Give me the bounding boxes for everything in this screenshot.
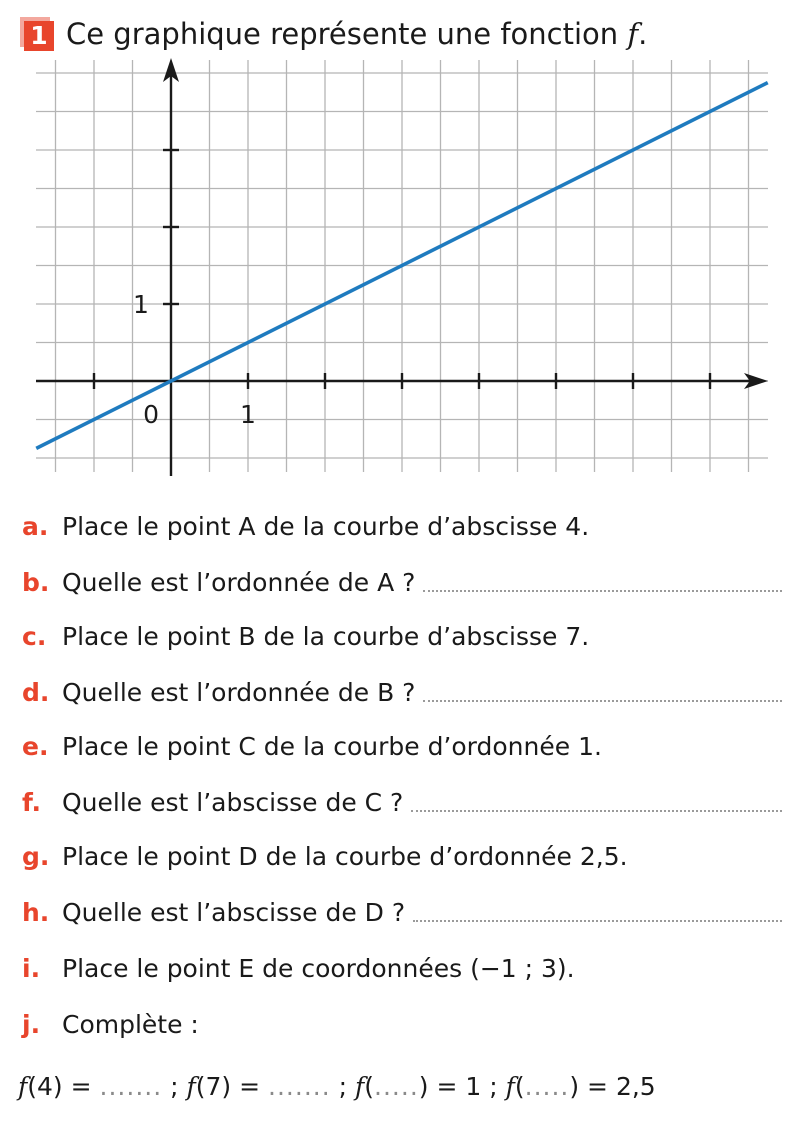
x-tick-label-1: 1 [240, 400, 256, 429]
blank-f4[interactable]: ....... [99, 1072, 163, 1101]
question-letter: e. [22, 732, 49, 761]
question-letter: f. [22, 788, 42, 817]
completion-text: ( [514, 1072, 525, 1101]
completion-line [18, 1070, 656, 1104]
statement-suffix: . [638, 17, 648, 51]
question-text: Place le point C de la courbe d’ordonnée 1. [62, 732, 602, 761]
function-symbol: f [505, 1072, 515, 1101]
question-letter: j. [22, 1010, 41, 1039]
completion-text: ; [162, 1072, 187, 1101]
question-text: Place le point A de la courbe d’abscisse 4. [62, 512, 590, 541]
question-text: Complète : [62, 1010, 199, 1039]
question-text: Quelle est l’abscisse de D ? [62, 898, 406, 927]
question-text: Quelle est l’ordonnée de B ? [62, 678, 416, 707]
question-5 [22, 730, 782, 764]
function-name: f [627, 17, 639, 51]
question-9 [22, 952, 782, 986]
function-symbol: f [18, 1072, 28, 1101]
question-text: Place le point D de la courbe d’ordonnée 2,5. [62, 842, 628, 871]
exercise-number: 1 [24, 21, 54, 51]
blank-f7[interactable]: ....... [268, 1072, 331, 1101]
function-graph [0, 0, 803, 490]
question-4 [22, 676, 782, 710]
question-8 [22, 896, 782, 930]
question-text: Quelle est l’abscisse de C ? [62, 788, 404, 817]
function-symbol: f [186, 1072, 196, 1101]
question-letter: h. [22, 898, 50, 927]
question-3 [22, 620, 782, 654]
origin-label: 0 [143, 400, 159, 429]
question-text: Quelle est l’ordonnée de A ? [62, 568, 416, 597]
completion-text: (7) = [195, 1072, 269, 1101]
question-text: Place le point B de la courbe d’abscisse 7. [62, 622, 590, 651]
question-7 [22, 840, 782, 874]
question-letter: b. [22, 568, 50, 597]
answer-line[interactable] [423, 699, 782, 702]
answer-line[interactable] [411, 809, 782, 812]
answer-line[interactable] [413, 919, 782, 922]
question-letter: d. [22, 678, 50, 707]
completion-text: ( [364, 1072, 375, 1101]
question-letter: c. [22, 622, 47, 651]
question-1 [22, 510, 782, 544]
axis-labels [133, 290, 256, 429]
completion-text: (4) = [27, 1072, 100, 1101]
question-text: Place le point E de coordonnées (−1 ; 3). [62, 954, 575, 983]
completion-text: ) = 1 ; [418, 1072, 506, 1101]
completion-text: ) = 2,5 [569, 1072, 656, 1101]
answer-line[interactable] [423, 589, 782, 592]
question-letter: i. [22, 954, 41, 983]
question-2 [22, 566, 782, 600]
question-6 [22, 786, 782, 820]
blank-antecedent-1[interactable]: ..... [374, 1072, 419, 1101]
y-tick-label-1: 1 [133, 290, 149, 319]
completion-text: ; [330, 1072, 355, 1101]
statement-prefix: Ce graphique représente une fonction [66, 17, 628, 51]
question-letter: g. [22, 842, 50, 871]
function-symbol: f [355, 1072, 365, 1101]
blank-antecedent-2-5[interactable]: ..... [524, 1072, 570, 1101]
question-letter: a. [22, 512, 49, 541]
question-10 [22, 1008, 782, 1042]
